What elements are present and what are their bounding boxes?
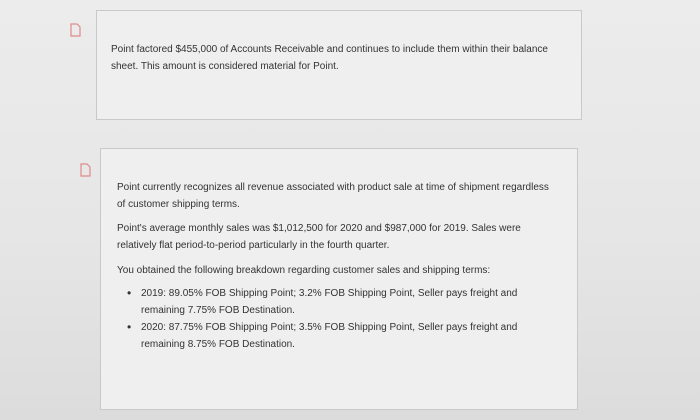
list-item (123, 285, 563, 319)
list-item (123, 319, 563, 353)
list-item-text: 2019: 89.05% FOB Shipping Point; 3.2% FOB Shipping Point, Seller pays freight and remaining 7.75% FOB Destination. (141, 288, 518, 316)
card-paragraph: Point currently recognizes all revenue associated with product sale at time of shipment regardless of customer shipping terms. (117, 182, 549, 210)
question-card-1 (96, 10, 582, 120)
bullet-icon: • (127, 286, 132, 300)
bullet-icon: • (127, 320, 132, 334)
card-paragraph: Point's average monthly sales was $1,012,500 for 2020 and $987,000 for 2019. Sales were relatively flat period-to-period particularly in the fourth quarter. (117, 223, 521, 251)
card-paragraph: You obtained the following breakdown regarding customer sales and shipping terms: (117, 265, 491, 276)
document-icon (80, 163, 91, 177)
card-paragraph: Point factored $455,000 of Accounts Receivable and continues to include them within their balance sheet. This amount is considered material for Point. (111, 44, 548, 72)
question-card-2 (100, 148, 578, 410)
list-item-text: 2020: 87.75% FOB Shipping Point; 3.5% FOB Shipping Point, Seller pays freight and remaining 8.75% FOB Destination. (141, 322, 518, 350)
terms-bullet-list (123, 285, 563, 353)
document-icon (70, 23, 81, 37)
